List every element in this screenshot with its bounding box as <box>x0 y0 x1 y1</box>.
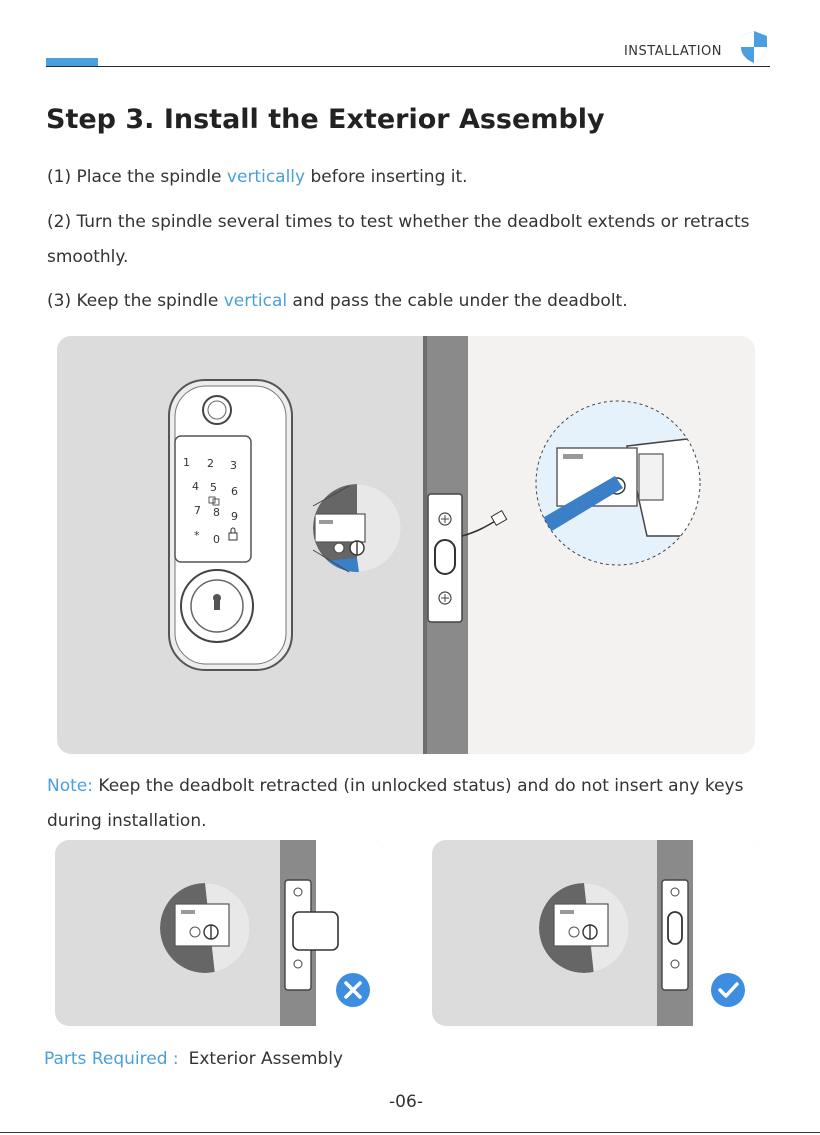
keypad-digit: 0 <box>213 533 220 546</box>
keypad-digit: 1 <box>183 456 190 469</box>
keypad-digit: 4 <box>192 480 199 493</box>
exterior-assembly-drawing <box>169 380 292 670</box>
page-number: -06- <box>389 1092 423 1112</box>
keypad-digit: 7 <box>194 504 201 517</box>
header-rule <box>46 66 770 67</box>
keypad-digit: 9 <box>231 510 238 523</box>
wrong-deadbolt-illustration <box>55 840 385 1026</box>
section-label: INSTALLATION <box>623 44 722 59</box>
parts-required: Parts Required : Exterior Assembly <box>44 1049 343 1069</box>
step-2: (2) Turn the spindle several times to test whether the deadbolt extends or retracts smoothly. <box>47 212 750 267</box>
cross-icon <box>336 973 370 1007</box>
installation-illustration <box>57 336 755 754</box>
keypad-digit: 8 <box>213 506 220 519</box>
keypad-digit: * <box>194 529 200 542</box>
check-icon <box>711 973 745 1007</box>
keypad-digit: 6 <box>231 485 238 498</box>
header-accent-bar <box>46 58 98 66</box>
correct-deadbolt-illustration <box>432 840 762 1026</box>
page-title: Step 3. Install the Exterior Assembly <box>46 104 605 135</box>
step-3: (3) Keep the spindle vertical and pass the cable under the deadbolt. <box>47 291 628 311</box>
footer-rule <box>0 1132 820 1133</box>
shield-icon <box>739 30 769 64</box>
keypad-digit: 2 <box>207 457 214 470</box>
installation-note: Note: Keep the deadbolt retracted (in unlocked status) and do not insert any keys during installation. <box>47 776 744 831</box>
keypad-digit: 5 <box>210 481 217 494</box>
step-1: (1) Place the spindle vertically before inserting it. <box>47 167 468 187</box>
keypad-digit: 3 <box>230 459 237 472</box>
